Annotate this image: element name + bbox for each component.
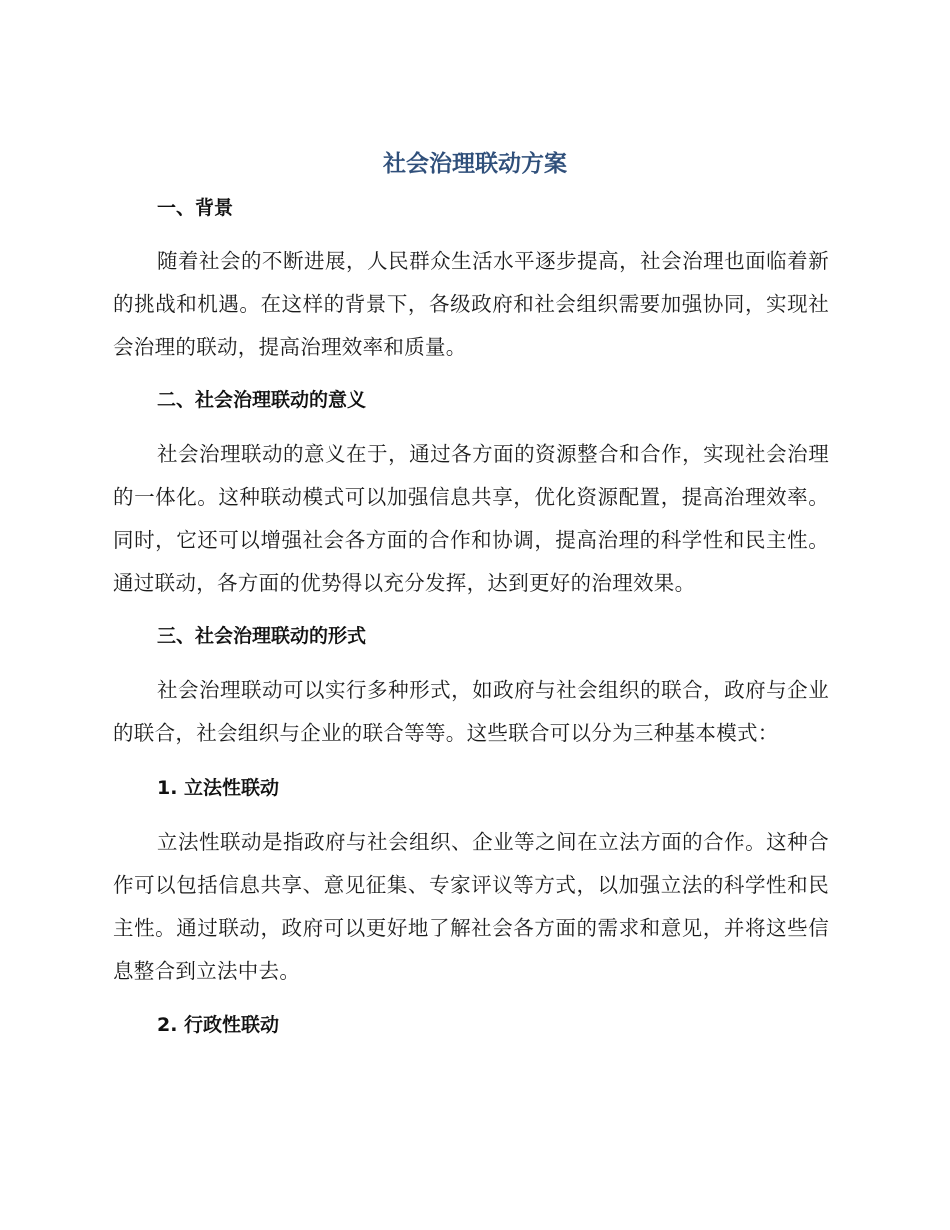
section-heading-background: 一、背景 [157, 197, 234, 219]
section-heading-significance: 二、社会治理联动的意义 [157, 389, 367, 411]
document-title: 社会治理联动方案 [383, 151, 567, 177]
section-heading-forms: 三、社会治理联动的形式 [157, 625, 367, 647]
subsection-heading-administrative: 2. 行政性联动 [157, 1014, 280, 1036]
section-paragraph-forms: 社会治理联动可以实行多种形式，如政府与社会组织的联合，政府与企业的联合，社会组织与企业的联合等等。这些联合可以分为三种基本模式： [113, 678, 829, 745]
section-paragraph-significance: 社会治理联动的意义在于，通过各方面的资源整合和合作，实现社会治理的一体化。这种联动模式可以加强信息共享，优化资源配置，提高治理效率。同时，它还可以增强社会各方面的合作和协调，提高治理的科学性和民主性。通过联动，各方面的优势得以充分发挥，达到更好的治理效果。 [113, 442, 829, 595]
subsection-paragraph-legislative: 立法性联动是指政府与社会组织、企业等之间在立法方面的合作。这种合作可以包括信息共享、意见征集、专家评议等方式，以加强立法的科学性和民主性。通过联动，政府可以更好地了解社会各方面的需求和意见，并将这些信息整合到立法中去。 [113, 830, 829, 983]
subsection-heading-legislative: 1. 立法性联动 [157, 777, 280, 799]
section-paragraph-background: 随着社会的不断进展，人民群众生活水平逐步提高，社会治理也面临着新的挑战和机遇。在这样的背景下，各级政府和社会组织需要加强协同，实现社会治理的联动，提高治理效率和质量。 [113, 249, 829, 359]
